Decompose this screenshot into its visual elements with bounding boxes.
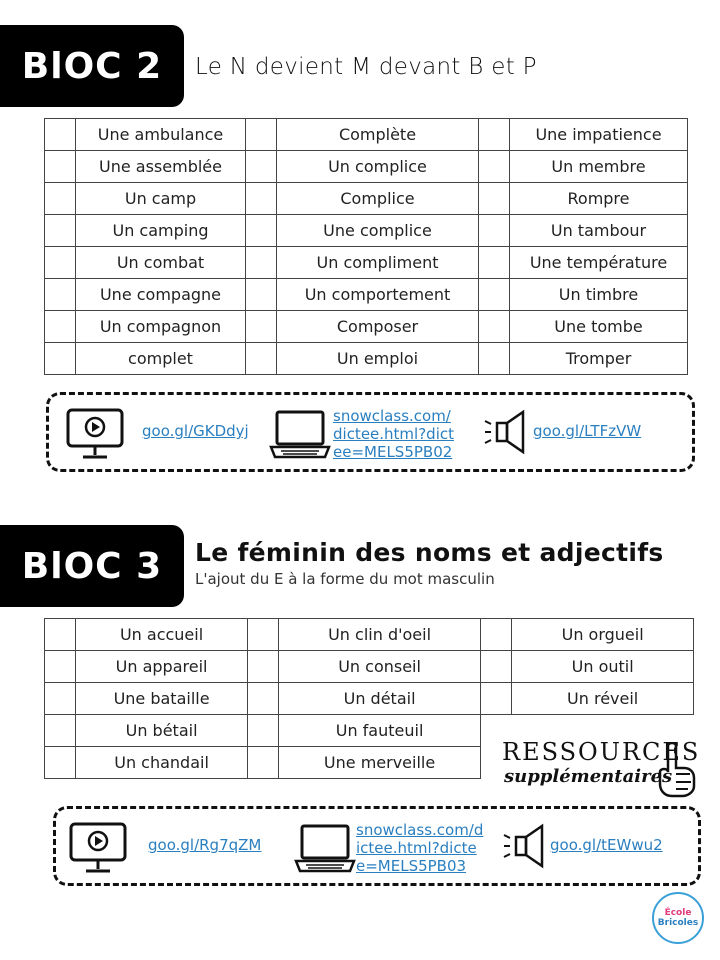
table-row [45, 279, 688, 311]
bloc3-video-link[interactable]: goo.gl/Rg7qZM [148, 836, 262, 854]
table-row [45, 183, 688, 215]
checkbox-cell[interactable] [45, 311, 76, 343]
bloc2-resources-box [46, 392, 695, 472]
checkbox-cell[interactable] [481, 651, 512, 683]
bloc3-snow-line: snowclass.com/d [356, 821, 484, 839]
word-cell: Une tombe [510, 311, 688, 343]
checkbox-cell[interactable] [481, 619, 512, 651]
checkbox-cell[interactable] [246, 183, 277, 215]
supplementary-line1: RESSOURCES [502, 738, 701, 766]
checkbox-cell[interactable] [479, 311, 510, 343]
bloc2-tab [0, 25, 184, 107]
checkbox-cell[interactable] [247, 619, 278, 651]
bloc3-snow-line: ictee.html?dicte [356, 839, 477, 857]
monitor-play-icon [65, 407, 125, 463]
checkbox-cell[interactable] [45, 215, 76, 247]
checkbox-cell[interactable] [45, 151, 76, 183]
bloc2-title: Le N devient M devant B et P [195, 54, 537, 80]
logo-line1: École [664, 908, 692, 918]
word-cell: Complice [277, 183, 479, 215]
table-row [45, 619, 694, 651]
laptop-icon [269, 409, 331, 461]
word-cell: Un membre [510, 151, 688, 183]
table-row [45, 683, 694, 715]
checkbox-cell[interactable] [479, 343, 510, 375]
word-cell: Une complice [277, 215, 479, 247]
checkbox-cell[interactable] [45, 279, 76, 311]
checkbox-cell[interactable] [246, 311, 277, 343]
word-cell: Une ambulance [76, 119, 246, 151]
bloc2-snow-line: dictee.html?dict [333, 425, 454, 443]
bloc2-video-link[interactable]: goo.gl/GKDdyj [142, 422, 249, 440]
checkbox-cell[interactable] [45, 119, 76, 151]
checkbox-cell[interactable] [479, 183, 510, 215]
word-cell: Un clin d'oeil [279, 619, 481, 651]
word-cell: Une compagne [76, 279, 246, 311]
bloc3-title: Le féminin des noms et adjectifs [195, 538, 664, 567]
ecole-bricoles-logo [652, 892, 704, 944]
speaker-icon [483, 409, 531, 455]
bloc2-tab-label: BlOC 2 [21, 45, 163, 87]
word-cell: Un combat [76, 247, 246, 279]
checkbox-cell[interactable] [479, 151, 510, 183]
word-cell: Un emploi [277, 343, 479, 375]
word-cell: Une impatience [510, 119, 688, 151]
table-row [45, 651, 694, 683]
laptop-icon [294, 823, 356, 875]
table-row [45, 215, 688, 247]
word-cell: Un conseil [279, 651, 481, 683]
word-cell: Complète [277, 119, 479, 151]
bloc3-subtitle: L'ajout du E à la forme du mot masculin [195, 570, 495, 588]
checkbox-cell[interactable] [45, 683, 76, 715]
word-cell: Un réveil [512, 683, 694, 715]
checkbox-cell[interactable] [247, 747, 278, 779]
word-cell: Un timbre [510, 279, 688, 311]
monitor-play-icon [68, 821, 128, 877]
bloc3-snow-line: e=MELS5PB03 [356, 857, 467, 875]
bloc2-snowclass-link[interactable] [333, 407, 463, 461]
checkbox-cell[interactable] [45, 183, 76, 215]
checkbox-cell[interactable] [45, 747, 76, 779]
word-cell: complet [76, 343, 246, 375]
word-cell: Un bétail [76, 715, 248, 747]
checkbox-cell[interactable] [479, 215, 510, 247]
checkbox-cell[interactable] [479, 247, 510, 279]
bloc3-resources-box [53, 806, 701, 886]
word-cell: Un camp [76, 183, 246, 215]
bloc3-snowclass-link[interactable] [356, 821, 488, 875]
word-cell: Une température [510, 247, 688, 279]
word-cell: Rompre [510, 183, 688, 215]
checkbox-cell[interactable] [247, 651, 278, 683]
checkbox-cell[interactable] [246, 279, 277, 311]
word-cell: Un appareil [76, 651, 248, 683]
table-row [45, 151, 688, 183]
table-row [45, 343, 688, 375]
word-cell: Un complice [277, 151, 479, 183]
checkbox-cell[interactable] [479, 119, 510, 151]
table-row [45, 119, 688, 151]
word-cell: Un camping [76, 215, 246, 247]
checkbox-cell[interactable] [45, 343, 76, 375]
checkbox-cell[interactable] [246, 151, 277, 183]
table-row [45, 311, 688, 343]
word-cell: Composer [277, 311, 479, 343]
checkbox-cell[interactable] [246, 119, 277, 151]
checkbox-cell[interactable] [45, 651, 76, 683]
pointing-hand-icon [654, 742, 698, 798]
bloc3-audio-link[interactable]: goo.gl/tEWwu2 [550, 836, 663, 854]
bloc3-tab-label: BlOC 3 [21, 545, 163, 587]
checkbox-cell[interactable] [45, 715, 76, 747]
word-cell: Un outil [512, 651, 694, 683]
word-cell: Tromper [510, 343, 688, 375]
checkbox-cell[interactable] [479, 279, 510, 311]
word-cell: Un comportement [277, 279, 479, 311]
checkbox-cell[interactable] [246, 215, 277, 247]
checkbox-cell[interactable] [246, 343, 277, 375]
checkbox-cell[interactable] [246, 247, 277, 279]
checkbox-cell[interactable] [247, 683, 278, 715]
word-cell: Un compliment [277, 247, 479, 279]
word-cell: Un compagnon [76, 311, 246, 343]
checkbox-cell[interactable] [45, 247, 76, 279]
bloc2-word-table [44, 118, 688, 375]
bloc2-audio-link[interactable]: goo.gl/LTFzVW [533, 422, 642, 440]
word-cell: Un fauteuil [279, 715, 481, 747]
word-cell: Une merveille [279, 747, 481, 779]
checkbox-cell[interactable] [481, 683, 512, 715]
table-row [45, 247, 688, 279]
word-cell: Un tambour [510, 215, 688, 247]
word-cell: Un détail [279, 683, 481, 715]
word-cell: Un accueil [76, 619, 248, 651]
bloc3-tab [0, 525, 184, 607]
word-cell: Une assemblée [76, 151, 246, 183]
checkbox-cell[interactable] [247, 715, 278, 747]
bloc2-snow-line: snowclass.com/ [333, 407, 451, 425]
checkbox-cell[interactable] [45, 619, 76, 651]
word-cell: Une bataille [76, 683, 248, 715]
speaker-icon [502, 823, 550, 869]
word-cell: Un orgueil [512, 619, 694, 651]
supplementary-line2: supplémentaires [504, 766, 673, 787]
word-cell: Un chandail [76, 747, 248, 779]
logo-line2: Bricoles [657, 918, 699, 928]
bloc2-snow-line: ee=MELS5PB02 [333, 443, 453, 461]
